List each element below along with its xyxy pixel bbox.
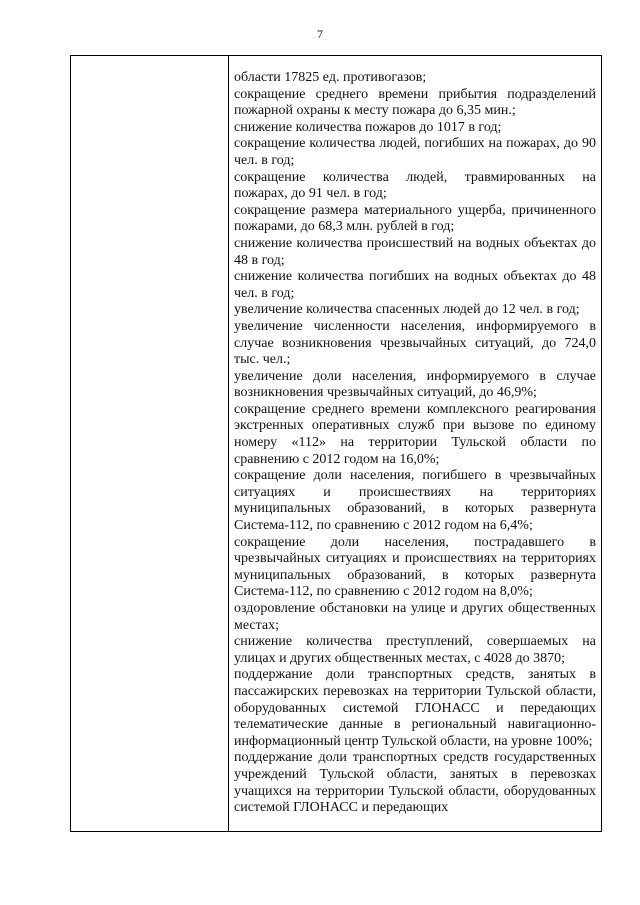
indicator-line: сокращение среднего времени комплексного реагирования экстренных оперативных служб при вызове по единому номеру «112» на территории Тульской области по сравнению с 2012 годом на 16,0%; — [234, 401, 596, 467]
indicator-line: снижение количества пожаров до 1017 в год; — [234, 119, 502, 135]
indicator-line: поддержание доли транспортных средств, занятых в пассажирских перевозках на территории Тульской области, оборудованных системой ГЛОНАСС и передающих телематические данные в региональный навигационно-информационный центр Тульской области, на уровне 100%; — [234, 667, 596, 749]
indicator-line: снижение количества преступлений, совершаемых на улицах и других общественных местах, с 4028 до 3870; — [234, 634, 596, 666]
page-number: 7 — [317, 27, 323, 41]
indicator-line: снижение количества происшествий на водных объектах до 48 в год; — [234, 235, 596, 268]
indicators-text — [229, 56, 601, 817]
indicator-line: увеличение доли населения, информируемого в случае возникновения чрезвычайных ситуаций, до 46,9%; — [234, 368, 596, 401]
indicators-cell — [229, 56, 602, 832]
indicator-line: снижение количества погибших на водных объектах до 48 чел. в год; — [234, 269, 596, 301]
indicator-line: сокращение доли населения, погибшего в чрезвычайных ситуациях и происшествиях на территориях муниципальных образований, в которых развернута Система-112, по сравнению с 2012 годом на 6,4%; — [234, 468, 596, 534]
indicator-line: области 17825 ед. противогазов; — [234, 70, 427, 85]
indicator-line: поддержание доли транспортных средств государственных учреждений Тульской области, занятых в перевозках учащихся на территории Тульской области, оборудованных системой ГЛОНАСС и передающих — [234, 750, 596, 816]
indicator-line: сокращение количества людей, погибших на пожарах, до 90 чел. в год; — [234, 136, 596, 168]
document-table — [70, 55, 602, 832]
table-row — [71, 56, 602, 832]
indicator-line: увеличение количества спасенных людей до 12 чел. в год; — [234, 302, 580, 318]
indicator-line: оздоровление обстановки на улице и других общественных местах; — [234, 601, 596, 633]
empty-left-cell — [71, 56, 229, 832]
indicator-line: увеличение численности населения, информируемого в случае возникновения чрезвычайных ситуаций, до 724,0 тыс. чел.; — [234, 318, 596, 368]
indicator-line: сокращение количества людей, травмированных на пожарах, до 91 чел. в год; — [234, 169, 596, 202]
indicator-line: сокращение среднего времени прибытия подразделений пожарной охраны к месту пожара до 6,35 мин.; — [234, 86, 596, 119]
indicator-line: сокращение размера материального ущерба, причиненного пожарами, до 68,3 млн. рублей в год; — [234, 202, 596, 235]
indicator-line: сокращение доли населения, пострадавшего в чрезвычайных ситуациях и происшествиях на территориях муниципальных образований, в которых развернута Система-112, по сравнению с 2012 годом на 8,0%; — [234, 534, 596, 600]
